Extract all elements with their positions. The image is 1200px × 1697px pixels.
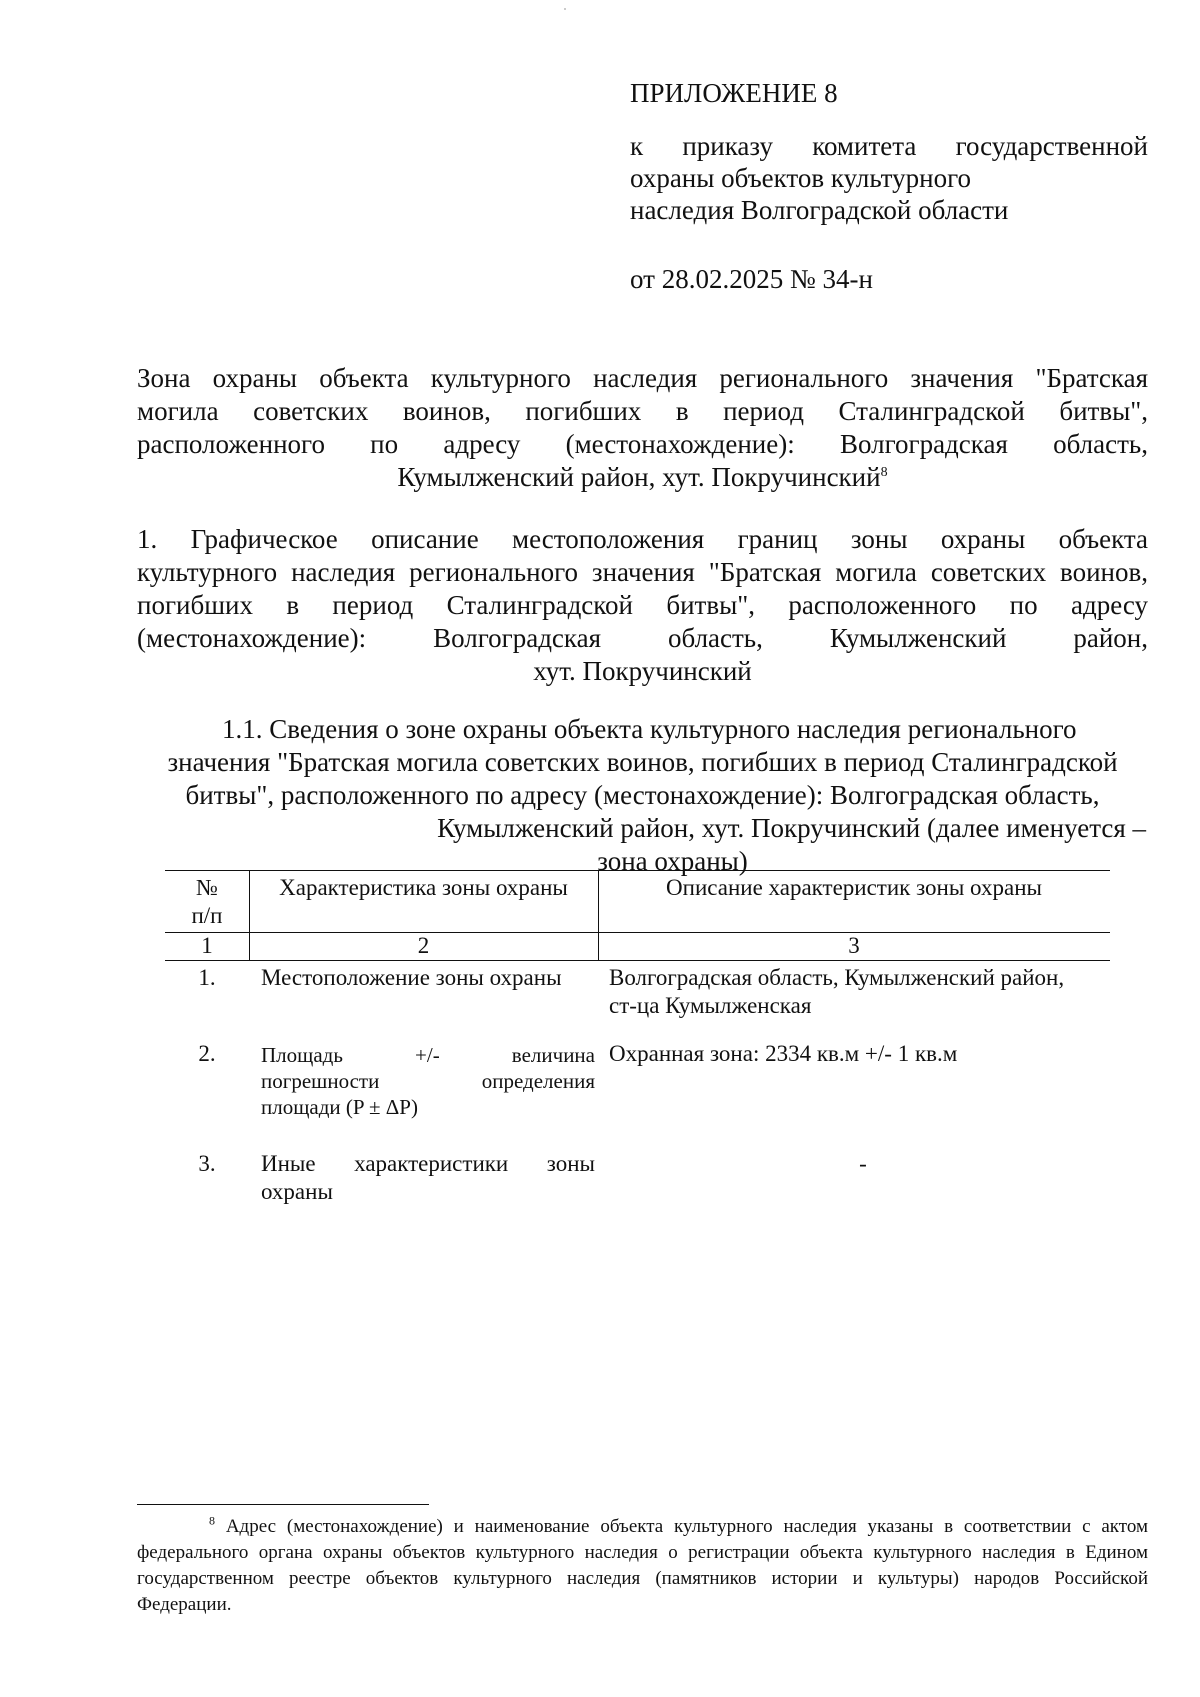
row-3-characteristic — [261, 1150, 595, 1206]
footnote-line-1-wrap — [137, 1514, 1148, 1540]
section-1-line-5: хут. Покручинский — [533, 656, 752, 686]
section-1-heading — [137, 523, 1148, 688]
footnote-reference: 8 — [880, 465, 888, 480]
main-title-line-1: Зона охраны объекта культурного наследия регионального значения "Братская — [137, 363, 1148, 393]
row-1-num: 1. — [198, 965, 216, 990]
zone-characteristics-table — [165, 870, 1110, 1230]
header-num-line-2: п/п — [191, 903, 223, 928]
footnote-line-1: Адрес (местонахождение) и наименование объекта культурного наследия указаны в соответствии с актом — [225, 1516, 1148, 1537]
header-num-line-1: № — [196, 875, 218, 900]
main-title-line-4: Кумылженский район, хут. Покручинский — [397, 462, 881, 492]
subsection-line-3: битвы", расположенного по адресу (местонахождение): Волгоградская область, — [185, 780, 1100, 810]
section-1-line-1: 1. Графическое описание местоположения границ зоны охраны объекта — [137, 524, 1148, 554]
appendix-order-line-1: к приказу комитета государственной — [630, 131, 1148, 161]
row-2-characteristic-line-1: Площадь +/- величина — [261, 1043, 595, 1067]
row-1-description — [609, 964, 1109, 1020]
row-1-description-line-2: ст-ца Кумылженская — [609, 993, 812, 1018]
footnote-mark: 8 — [209, 1513, 215, 1528]
main-title-line-3: расположенного по адресу (местонахождение): Волгоградская область, — [137, 429, 1148, 459]
row-3-num: 3. — [198, 1151, 216, 1176]
appendix-order-line-3: наследия Волгоградской области — [630, 195, 1009, 225]
main-title-line-4-wrap — [137, 461, 1148, 494]
main-title — [137, 362, 1148, 494]
header-description: Описание характеристик зоны охраны — [666, 875, 1042, 900]
section-1-line-4: (местонахождение): Волгоградская область, Кумылженский район, — [137, 623, 1148, 653]
subsection-line-2: значения "Братская могила советских воинов, погибших в период Сталинградской — [167, 747, 1118, 777]
footnote-separator — [137, 1504, 429, 1505]
column-number-1: 1 — [201, 933, 213, 958]
row-2-characteristic-line-3: площади (P ± ΔP) — [261, 1095, 418, 1119]
footnote — [137, 1514, 1148, 1618]
header-characteristic: Характеристика зоны охраны — [279, 875, 568, 900]
main-title-line-2: могила советских воинов, погибших в период Сталинградской битвы", — [137, 396, 1148, 426]
footnote-line-4: Федерации. — [137, 1594, 232, 1615]
row-3-characteristic-line-2: охраны — [261, 1179, 333, 1204]
scan-artifact — [564, 8, 566, 10]
subsection-1-1-heading — [137, 713, 1148, 878]
row-3-characteristic-line-1: Иные характеристики зоны — [261, 1151, 595, 1176]
appendix-order-reference — [630, 130, 1148, 226]
row-1-characteristic: Местоположение зоны охраны — [261, 965, 562, 990]
appendix-order-line-2: охраны объектов культурного — [630, 163, 971, 193]
row-3-description: - — [859, 1151, 867, 1176]
table-top-rule — [165, 870, 1110, 871]
subsection-line-1: 1.1. Сведения о зоне охраны объекта культурного наследия регионального — [222, 714, 1077, 744]
subsection-line-4: Кумылженский район, хут. Покручинский (далее именуется – — [437, 813, 1146, 843]
footnote-line-3: государственном реестре объектов культурного наследия (памятников истории и культуры) народов Российской — [137, 1568, 1148, 1589]
row-2-characteristic-line-2: погрешности определения — [261, 1069, 595, 1093]
appendix-date-number: от 28.02.2025 № 34-н — [630, 264, 873, 294]
section-1-line-2: культурного наследия регионального значения "Братская могила советских воинов, — [137, 557, 1148, 587]
row-2-num: 2. — [198, 1041, 216, 1066]
section-1-line-3: погибших в период Сталинградской битвы", расположенного по адресу — [137, 590, 1148, 620]
column-number-2: 2 — [417, 933, 430, 958]
row-1-description-line-1: Волгоградская область, Кумылженский район, — [609, 965, 1065, 990]
row-2-description: Охранная зона: 2334 кв.м +/- 1 кв.м — [609, 1041, 958, 1066]
column-number-3: 3 — [848, 933, 860, 958]
subsection-line-5: зона охраны) — [597, 846, 748, 876]
footnote-line-2: федерального органа охраны объектов культурного наследия о регистрации объекта культурного наследия в Едином — [137, 1542, 1148, 1563]
appendix-title: ПРИЛОЖЕНИЕ 8 — [630, 78, 838, 108]
row-2-characteristic — [261, 1042, 595, 1120]
header-num-cell — [165, 874, 249, 930]
table-colnum-rule — [165, 960, 1110, 961]
